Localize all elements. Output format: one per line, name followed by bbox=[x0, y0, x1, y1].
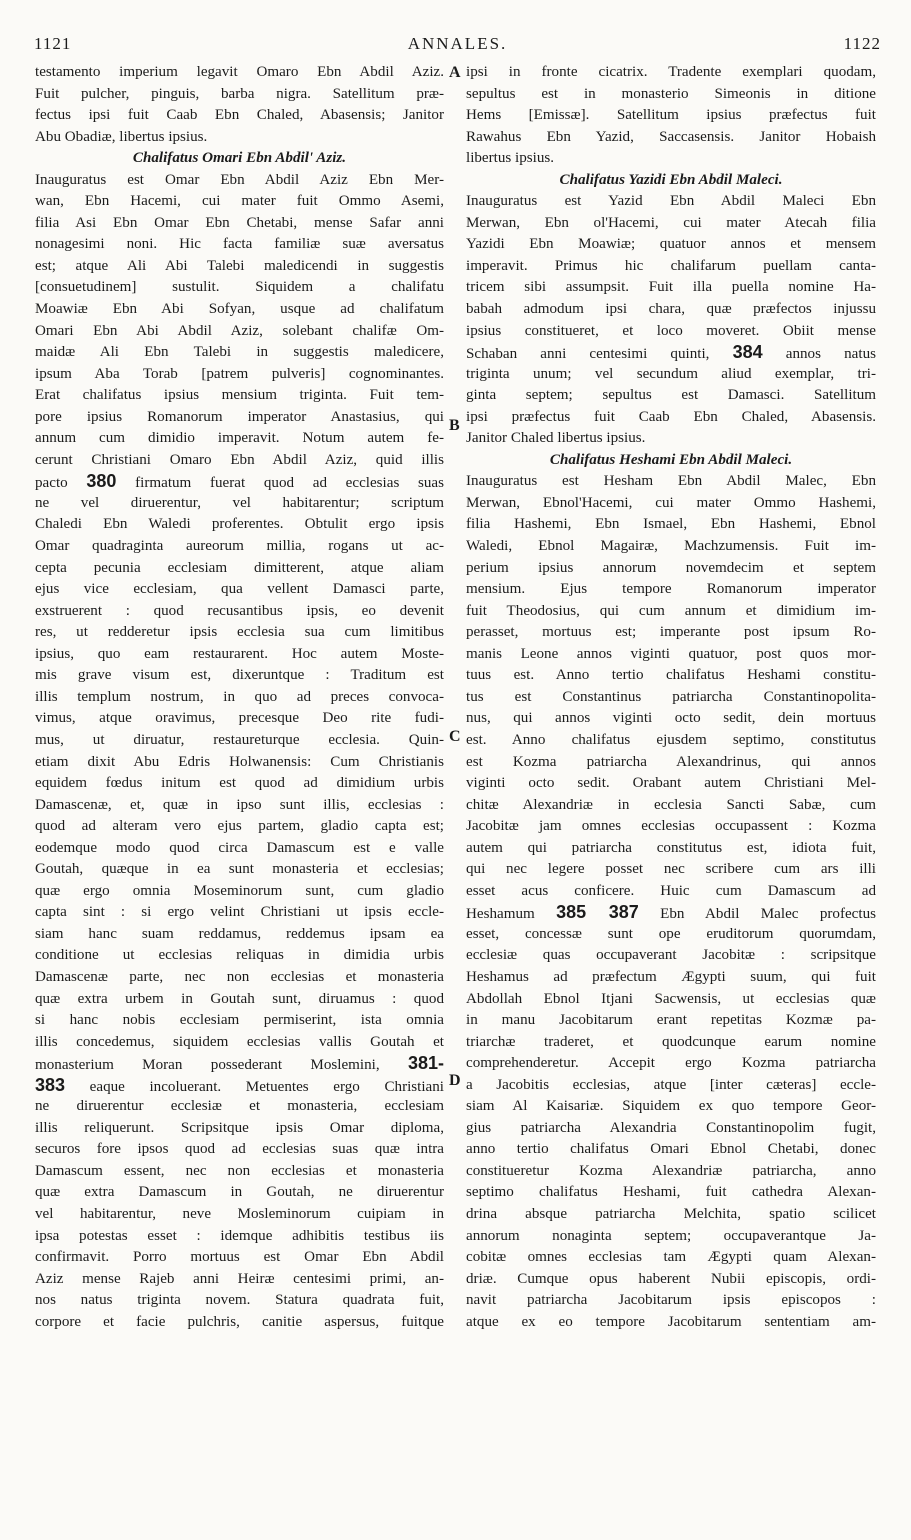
text-line: Abdollah Ebnol Itjani Sacwensis, ut ecclesias quæ bbox=[466, 990, 876, 1007]
text-line: ne vel diruerentur, vel habitarentur; scriptum bbox=[35, 494, 444, 511]
page-number-left: 1121 bbox=[34, 34, 72, 53]
text-line: conditione ut ecclesias reliquas in dimidia urbis bbox=[35, 947, 444, 964]
text-line: filia Asi Ebn Omar Ebn Chetabi, mense Safar anni bbox=[35, 214, 444, 231]
running-title: ANNALES. bbox=[407, 34, 508, 53]
text-line: libertus ipsius. bbox=[466, 150, 555, 167]
text-line: eodemque modo quod circa Damascum est e valle bbox=[35, 839, 444, 856]
text-line: imperavit. Primus hic chalifarum puellam canta- bbox=[466, 257, 876, 274]
text-line: est; atque Ali Abi Talebi maledicendi in suggestis bbox=[35, 257, 444, 274]
text-line: viginti octo sedit. Orabant autem Christiani Mel- bbox=[466, 775, 876, 792]
reference-number: 380 bbox=[86, 471, 117, 492]
text-line: maidæ Ali Ebn Talebi in suggestis maledicere, bbox=[35, 344, 444, 361]
text-line: septimo chalifatus Heshami, fuit cathedra Alexan- bbox=[466, 1184, 876, 1201]
text-line: in manu Jacobitarum erant repetitas Kozmæ pa- bbox=[466, 1012, 876, 1029]
text-line bbox=[35, 471, 444, 493]
text-line: est. Anno chalifatus ejusdem septimo, constitutus bbox=[466, 731, 876, 748]
text-line: Inauguratus est Yazid Ebn Abdil Maleci Ebn bbox=[466, 193, 876, 210]
text-line: Inauguratus est Omar Ebn Abdil Aziz Ebn Mer- bbox=[35, 171, 444, 188]
text-line: [consuetudinem] sustulit. Siquidem a chalifatu bbox=[35, 279, 444, 296]
text-line: cobitæ omnes ecclesias tam Ægypti quam Alexan- bbox=[466, 1249, 876, 1266]
text-line: Erat chalifatus ipsius mensium triginta. Fuit tem- bbox=[35, 387, 444, 404]
text-line: triarchæ traderet, et quodcunque earum nomine bbox=[466, 1033, 876, 1050]
text-line: mis grave visum est, dixeruntque : Traditum est bbox=[35, 667, 444, 684]
text-line: siam Al Kaisariæ. Siquidem ex quo tempore Geor- bbox=[466, 1098, 876, 1115]
text-line: tricem sibi assumpsit. Fuit illa puella nomine Ha- bbox=[466, 279, 876, 296]
text-line: illis templum nostrum, in quo ad preces convoca- bbox=[35, 688, 444, 705]
text-line: qui nec legere posset nec scribere cum ars illi bbox=[466, 861, 876, 878]
text-line: capta sint : si ergo velint Christiani ut ipsis eccle- bbox=[35, 904, 444, 921]
text-line: chitæ Alexandriæ in ecclesia Sancti Sabæ, cum bbox=[466, 796, 876, 813]
page-number-right: 1122 bbox=[843, 34, 881, 53]
reference-number: 381- bbox=[407, 1053, 444, 1074]
text-line: nos natus triginta novem. Statura quadrata fuit, bbox=[35, 1292, 444, 1309]
text-line: fectus ipsi fuit Caab Ebn Chaled, Abasensis; Janitor bbox=[35, 107, 444, 124]
text-line: atque ex eo tempore Jacobitarum sententiam am- bbox=[466, 1313, 876, 1330]
reference-number: 385 387 bbox=[556, 902, 639, 923]
text-line: quod ad alteram vero ejus partem, gladio capta est; bbox=[35, 818, 444, 835]
text-line: annorum nonaginta septem; occupaverantque Ja- bbox=[466, 1227, 876, 1244]
text-line: corpore et facie pulchris, canitie aspersus, fuitque bbox=[35, 1313, 444, 1330]
text-line: illis reliquerunt. Scripsitque ipsis Omar diploma, bbox=[35, 1119, 444, 1136]
text-line: Omar quadraginta aureorum millia, rogans ut ac- bbox=[35, 538, 444, 555]
text-fragment: pacto bbox=[35, 475, 87, 492]
text-line: ipsa potestas esset : idemque adhibitis testibus iis bbox=[35, 1227, 444, 1244]
text-line: tus est Constantinus patriarcha Constantinopolita- bbox=[466, 688, 876, 705]
text-line: pore ipsius Romanorum imperator Anastasius, qui bbox=[35, 408, 444, 425]
text-fragment: Ebn Abdil Malec profectus bbox=[638, 906, 876, 923]
text-line: filia Hashemi, Ebn Ismael, Ebn Hashemi, Ebnol bbox=[466, 516, 876, 533]
text-fragment: Schaban anni centesimi quinti, bbox=[466, 346, 733, 363]
text-line: esset, concessæ sunt ope eruditorum quorumdam, bbox=[466, 925, 876, 942]
text-line: quæ extra Damascum in Goutah, ne diruerentur bbox=[35, 1184, 444, 1201]
text-fragment: eaque incoluerant. Metuentes ergo Christiani bbox=[65, 1078, 444, 1095]
text-line: sepultus est in monasterio Simeonis in ditione bbox=[466, 85, 876, 102]
text-line: confirmavit. Porro mortuus est Omar Ebn Abdil bbox=[35, 1249, 444, 1266]
text-line: etiam dixit Abu Edris Holwanensis: Cum Christianis bbox=[35, 753, 444, 770]
text-line: Aziz mense Rajeb anni Heiræ centesimi primi, an- bbox=[35, 1270, 444, 1287]
text-line: securos fore ipsos quod ad ecclesias suas quæ intra bbox=[35, 1141, 444, 1158]
text-line: ipsius constitueret, et loco moveret. Obiit mense bbox=[466, 322, 876, 339]
text-line: wan, Ebn Hacemi, cui mater fuit Ommo Asemi, bbox=[35, 193, 444, 210]
margin-letter-b: B bbox=[449, 417, 460, 434]
text-line: fuit Theodosius, qui cum annum et dimidium im- bbox=[466, 602, 876, 619]
text-line: annum cum dimidio imperavit. Notum autem fe- bbox=[35, 430, 444, 447]
text-line: Inauguratus est Hesham Ebn Abdil Malec, Ebn bbox=[466, 473, 876, 490]
text-line: a Jacobitis ecclesias, atque [inter cæteras] eccle- bbox=[466, 1076, 876, 1093]
text-line: ipsi in fronte cicatrix. Tradente exemplari quodam, bbox=[466, 64, 876, 80]
text-line: mus, ut diruatur, restaureturque ecclesia. Quin- bbox=[35, 731, 444, 748]
text-line: constitueretur Kozma Alexandriæ patriarcha, anno bbox=[466, 1162, 876, 1179]
text-line: Merwan, Ebnol'Hacemi, cui mater Ommo Hashemi, bbox=[466, 494, 876, 511]
text-line: ecclesiæ quas occupaverant Jacobitæ : scripsitque bbox=[466, 947, 876, 964]
text-line: mensium. Ejus tempore Romanorum imperator bbox=[466, 581, 876, 598]
text-line: Rawahus Ebn Yazid, Saccasensis. Janitor Hobaish bbox=[466, 128, 876, 145]
text-line: gius patriarcha Alexandria Constantinopolim fugit, bbox=[466, 1119, 876, 1136]
running-header bbox=[34, 34, 881, 60]
text-line: comprehenderetur. Accepit ergo Kozma patriarcha bbox=[466, 1055, 876, 1072]
text-line: Fuit pulcher, pinguis, barba nigra. Satellitum præ- bbox=[35, 85, 444, 102]
text-line: ipsi præfectus fuit Caab Ebn Chaled, Abasensis. bbox=[466, 408, 876, 425]
text-line: ginta septem; sepultus est Damasci. Satellitum bbox=[466, 387, 876, 404]
text-line: driæ. Cumque opus haberent Nubii episcopis, ordi- bbox=[466, 1270, 876, 1287]
text-line: perium ipsius annorum novemdecim et septem bbox=[466, 559, 876, 576]
margin-letter-a: A bbox=[449, 64, 461, 81]
text-line: Goutah, quæque in ea sunt monasteria et ecclesias; bbox=[35, 861, 444, 878]
text-line: Yazidi Ebn Moawiæ; quatuor annos et mensem bbox=[466, 236, 876, 253]
text-line: Jacobitæ jam omnes ecclesias occupassent : Kozma bbox=[466, 818, 876, 835]
text-line: autem qui patriarcha constitutus est, idiota fuit, bbox=[466, 839, 876, 856]
text-line: illis concedemus, siquidem ecclesias vallis Goutah et bbox=[35, 1033, 444, 1050]
text-line: perasset, mortuus est; imperante post ipsum Ro- bbox=[466, 624, 876, 641]
text-line: Omari Ebn Abi Abdil Aziz, solebant chalifæ Om- bbox=[35, 322, 444, 339]
reference-number: 383 bbox=[35, 1074, 66, 1095]
text-line: si hanc nobis ecclesiam permiserint, ista omnia bbox=[35, 1012, 444, 1029]
text-line: ipsius, quo eam restaurarent. Hoc autem Moste- bbox=[35, 645, 444, 662]
text-line: drina absque patriarcha Melchita, spatio scilicet bbox=[466, 1205, 876, 1222]
text-line bbox=[466, 902, 876, 924]
section-heading: Chalifatus Omari Ebn Abdil' Aziz. bbox=[132, 150, 347, 167]
margin-letter-d: D bbox=[449, 1072, 461, 1089]
text-line: manis Leone annos viginti quatuor, post quos mor- bbox=[466, 645, 876, 662]
text-line: testamento imperium legavit Omaro Ebn Abdil Aziz. bbox=[35, 64, 444, 80]
text-fragment: annos natus bbox=[762, 346, 876, 363]
section-heading: Chalifatus Yazidi Ebn Abdil Maleci. bbox=[559, 171, 783, 188]
reference-number: 384 bbox=[732, 342, 763, 363]
text-line: quæ extra urbem in Goutah sunt, diruamus : quod bbox=[35, 990, 444, 1007]
text-line bbox=[35, 1053, 444, 1075]
text-line: Chaledi Ebn Waledi proferentes. Obtulit ergo ipsis bbox=[35, 516, 444, 533]
text-line: siam hanc suam reddamus, reddemus ipsam ea bbox=[35, 925, 444, 942]
text-fragment: monasterium Moran possederant Moslemini, bbox=[35, 1057, 408, 1074]
text-line: triginta unum; vel secundum aliud exemplar, tri- bbox=[466, 365, 876, 382]
text-line: Merwan, Ebn ol'Hacemi, cui mater Atecah filia bbox=[466, 214, 876, 231]
text-line: Moawiæ Ebn Abi Sofyan, usque ad chalifatum bbox=[35, 301, 444, 318]
text-line: vel habitarentur, neve Mosleminorum cuipiam in bbox=[35, 1205, 444, 1222]
text-line bbox=[35, 1075, 444, 1097]
text-line: esset acus conficere. Huic cum Damascum ad bbox=[466, 882, 876, 899]
text-line: est Kozma patriarcha Alexandrinus, qui annos bbox=[466, 753, 876, 770]
section-heading: Chalifatus Heshami Ebn Abdil Maleci. bbox=[549, 451, 793, 468]
text-line: Damascum essent, nec non ecclesias et monasteria bbox=[35, 1162, 444, 1179]
text-line: tuus est. Anno tertio chalifatus Heshami constitu- bbox=[466, 667, 876, 684]
text-line: Abu Obadiæ, libertus ipsius. bbox=[35, 128, 208, 145]
text-line: ne diruerentur ecclesiæ et monasteria, ecclesiam bbox=[35, 1098, 444, 1115]
text-line: nonagesimi noni. Hic facta familiæ suæ aversatus bbox=[35, 236, 444, 253]
text-line: exstruerent : quod recusantibus ipsis, eo devenit bbox=[35, 602, 444, 619]
text-line: Damascenæ parte, nec non ecclesias et monasteria bbox=[35, 968, 444, 985]
text-line: equidem fœdus initum est quod ad dimidium urbis bbox=[35, 775, 444, 792]
text-fragment: Heshamum bbox=[466, 906, 557, 923]
text-line: Damascenæ, et, quæ in ipso sunt illis, ecclesias : bbox=[35, 796, 444, 813]
text-line: nus, qui annos viginti octo sedit, dein mortuus bbox=[466, 710, 876, 727]
margin-letter-c: C bbox=[449, 728, 461, 745]
text-line: vimus, atque oravimus, precesque Deo rite fudi- bbox=[35, 710, 444, 727]
text-line: cerunt Christiani Omaro Ebn Abdil Aziz, quid illis bbox=[35, 451, 444, 468]
text-line bbox=[466, 342, 876, 364]
text-fragment: firmatum fuerat quod ad ecclesias suas bbox=[116, 475, 444, 492]
text-line: Hems [Emissæ]. Satellitum ipsius præfectus fuit bbox=[466, 107, 876, 124]
right-text-column bbox=[466, 62, 876, 1333]
text-line: Waledi, Ebnol Magairæ, Machzumensis. Fuit im- bbox=[466, 538, 876, 555]
text-line: Janitor Chaled libertus ipsius. bbox=[466, 430, 646, 447]
text-line: anno tertio chalifatus Omari Ebnol Chetabi, donec bbox=[466, 1141, 876, 1158]
text-line: cepta pecunia ecclesiam dimitterent, atque aliam bbox=[35, 559, 444, 576]
text-line: ipsum Aba Torab [patrem pulveris] cognominantes. bbox=[35, 365, 444, 382]
text-line: babah admodum ipsi chara, quæ præfectos injussu bbox=[466, 301, 876, 318]
text-line: ejus vice ecclesiam, qua vellent Damasci parte, bbox=[35, 581, 444, 598]
left-text-column bbox=[35, 62, 444, 1333]
text-line: res, ut redderetur ipsis ecclesia sua cum limitibus bbox=[35, 624, 444, 641]
text-line: navit patriarcha Jacobitarum ipsis episcopos : bbox=[466, 1292, 876, 1309]
text-line: Heshamus ad præfectum Ægypti suum, qui fuit bbox=[466, 968, 876, 985]
text-line: quæ ergo omnia Moseminorum sunt, cum gladio bbox=[35, 882, 444, 899]
